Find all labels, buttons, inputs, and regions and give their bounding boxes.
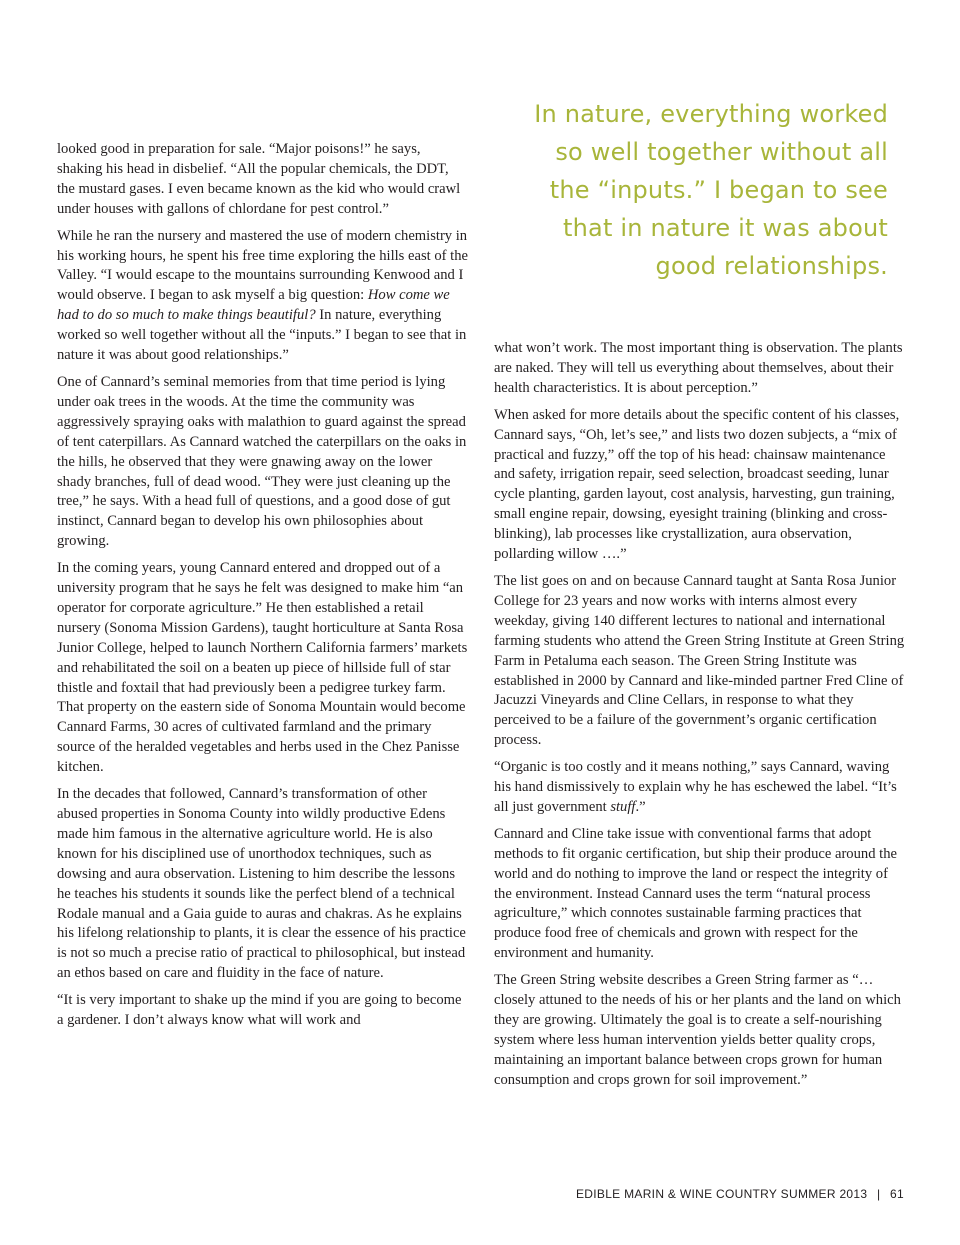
right-column bbox=[494, 339, 906, 1098]
footer-separator: | bbox=[876, 1187, 881, 1201]
page-footer bbox=[576, 1187, 904, 1201]
paragraph bbox=[57, 227, 469, 366]
italic-word: stuff bbox=[610, 798, 636, 815]
paragraph: When asked for more details about the specific content of his classes, Cannard says, “Oh, let’s see,” and lists two dozen subjects, a “mix of practical and fuzzy,” off the top of his head: chainsaw maintenance and safety, irrigation repair, seed selection, broadcast seeding, lunar cycle planting, garden layout, cost analysis, harvesting, gun training, small engine repair, dowsing, eyesight training (blinking and cross-blinking), lab processes like crystallization, aura observation, pollarding willow ….” bbox=[494, 406, 900, 563]
paragraph bbox=[494, 758, 906, 818]
paragraph: Cannard and Cline take issue with conventional farms that adopt methods to fit organic certification, but ship their produce around the world and do nothing to improve the land or respect the integrity of the environment. Instead Cannard uses the term “natural process agriculture,” which connotes sustainable farming practices that produce food free of chemicals and grown with respect for the environment and humanity. bbox=[494, 825, 897, 962]
text-run: While he ran the nursery and mastered the use of modern chemistry in his working hours, he spent his free time exploring the hills east of the Valley. “I would escape to the mountains surrounding Kenwood and I would observe. I began to ask myself a big question: bbox=[57, 227, 468, 304]
paragraph: In the coming years, young Cannard entered and dropped out of a university program that he says he felt was designed to make him “an operator for corporate agriculture.” He then established a retail nursery (Sonoma Mission Gardens), taught horticulture at Santa Rosa Junior College, helped to launch Northern California farmers’ markets and rehabilitated the soil on a beaten up piece of hillside full of star thistle and foxtail that had previously been a pedigree turkey farm. That property on the eastern side of Sonoma Mountain would become Cannard Farms, 30 acres of cultivated farmland and the primary source of the heralded vegetables and herbs used in the Chez Panisse kitchen. bbox=[57, 560, 468, 776]
paragraph: “It is very important to shake up the mind if you are going to become a gardener. I don’t always know what will work and bbox=[57, 992, 462, 1029]
publication-name: EDIBLE MARIN & WINE COUNTRY bbox=[576, 1187, 778, 1201]
left-column bbox=[57, 140, 469, 1038]
paragraph: In the decades that followed, Cannard’s transformation of other abused properties in Sonoma County into wildly productive Edens made him famous in the alternative agriculture world. He is also known for his disciplined use of unorthodox techniques, such as dowsing and aura observation. Listening to him describe the lessons he teaches his students it sounds like the perfect blend of a technical Rodale manual and a Gaia guide to auras and chakras. As he explains his lifelong relationship to plants, it is clear the essence of his practice is not so much a precise ratio of practical to philosophical, but instead an ethos based on care and fluidity in the face of nature. bbox=[57, 786, 466, 982]
text-run: “Organic is too costly and it means nothing,” says Cannard, waving his hand dismissively to explain why he has eschewed the label. “It’s all just government bbox=[494, 759, 897, 815]
text-run: In nature, everything worked so well together without all the “inputs.” I began to see that in nature it was about good relationships.” bbox=[57, 307, 467, 364]
text-run: .” bbox=[635, 798, 646, 815]
paragraph: The list goes on and on because Cannard taught at Santa Rosa Junior College for 23 years and now works with interns almost every weekday, giving 140 different lectures to national and international farming students who attend the Green String Institute at Green String Farm in Petaluma each season. The Green String Institute was established in 2000 by Cannard and like-minded partner Fred Cline of Jacuzzi Vineyards and Cline Cellars, in response to what they perceived to be a failure of the government’s organic certification process. bbox=[494, 572, 905, 749]
paragraph: One of Cannard’s seminal memories from that time period is lying under oak trees in the woods. At the time the community was aggressively spraying oaks with malathion to guard against the spread of tent caterpillars. As Cannard watched the caterpillars on the oaks in the hills, he observed that they were gnawing away on the lower shady branches, full of dead wood. “They were just cleaning up the tree,” he says. With a head full of questions, and a good dose of gut instinct, Cannard began to develop his own philosophies about growing. bbox=[57, 373, 467, 550]
italic-question: How come we had to do so much to make things beautiful? bbox=[57, 287, 450, 324]
issue-date: SUMMER 2013 bbox=[780, 1187, 868, 1201]
paragraph: The Green String website describes a Green String farmer as “…closely attuned to the needs of his or her plants and the land on which they are growing. Ultimately the goal is to create a self-nourishing system where less human intervention yields better quality crops, maintaining an important balance between crops grown for human consumption and crops grown for soil improvement.” bbox=[494, 972, 901, 1088]
pull-quote: In nature, everything worked so well together without all the “inputs.” I began to see that in nature it was about good relationships. bbox=[534, 100, 888, 280]
paragraph: looked good in preparation for sale. “Major poisons!” he says, shaking his head in disbelief. “All the popular chemicals, the DDT, the mustard gases. I even became known as the kid who would crawl under houses with gallons of chlordane for pest control.” bbox=[57, 141, 461, 217]
paragraph: what won’t work. The most important thing is observation. The plants are naked. They will tell us everything about themselves, about their health characteristics. It is about perception.” bbox=[494, 340, 903, 396]
page-number: 61 bbox=[890, 1187, 904, 1201]
